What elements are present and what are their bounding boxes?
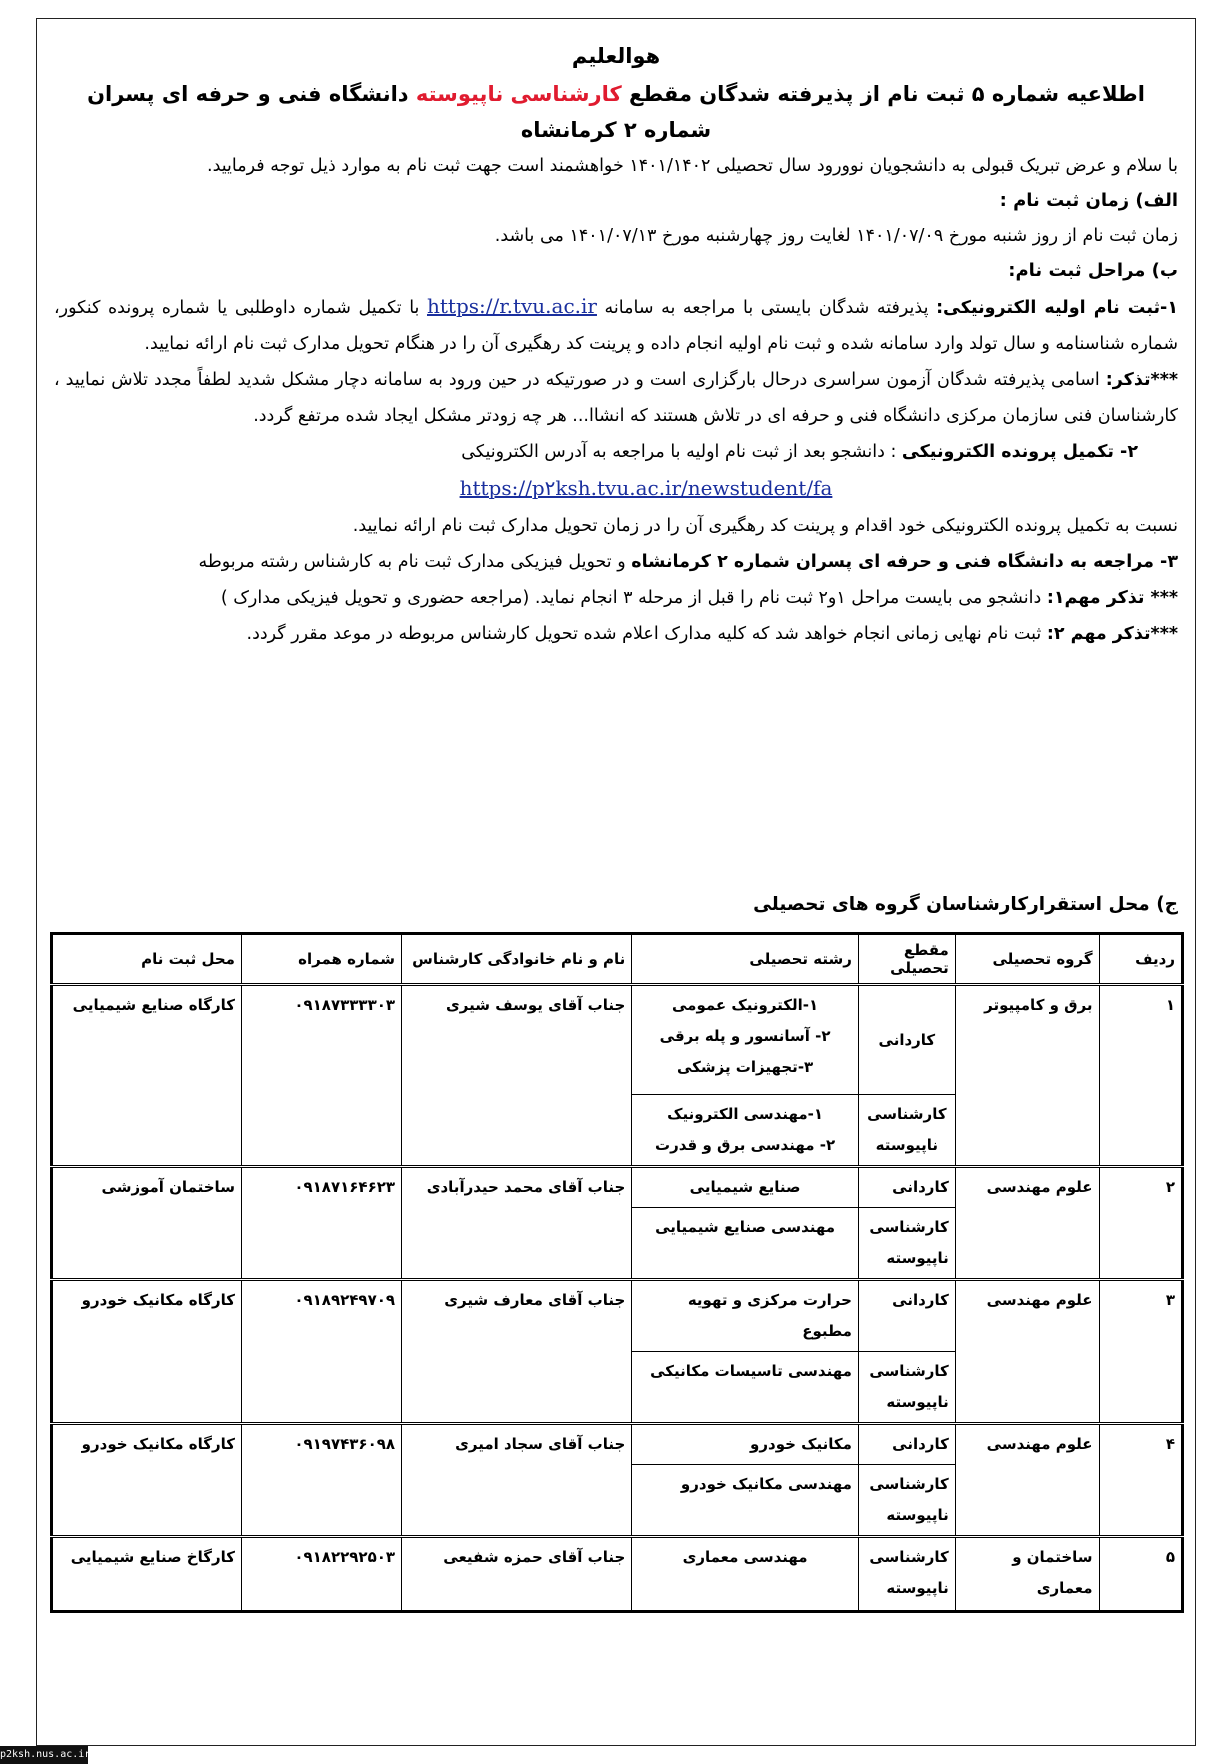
row-group: علوم مهندسی [955, 1167, 1099, 1280]
header-cell: شماره همراه [241, 934, 401, 985]
header-cell: گروه تحصیلی [955, 934, 1099, 985]
row-group: علوم مهندسی [955, 1424, 1099, 1537]
step1-link[interactable]: https://r.tvu.ac.ir [426, 294, 597, 318]
row-expert-name: جناب آقای یوسف شیری [402, 985, 632, 1167]
row-expert-name: جناب آقای حمزه شفیعی [402, 1537, 632, 1612]
row-expert-name: جناب آقای سجاد امیری [402, 1424, 632, 1537]
section-c-title: ج) محل استقرارکارشناسان گروه های تحصیلی [753, 894, 1178, 915]
header-cell: رشته تحصیلی [632, 934, 859, 985]
row-level: کاردانی [858, 1167, 955, 1208]
row-phone: ۰۹۱۸۷۱۶۴۶۲۳ [241, 1167, 401, 1280]
table-row [52, 1424, 1183, 1465]
row-group: علوم مهندسی [955, 1280, 1099, 1424]
experts-table [50, 932, 1184, 1613]
row-level: کارشناسی ناپیوسته [858, 1095, 955, 1167]
row-place: کارگاه مکانیک خودرو [52, 1280, 242, 1424]
row-field: ۱-مهندسی الکترونیک ۲- مهندسی برق و قدرت [632, 1095, 859, 1167]
row-phone: ۰۹۱۸۹۲۴۹۷۰۹ [241, 1280, 401, 1424]
note-paragraph: ***تذکر: اسامی پذیرفته شدگان آزمون سراسری درحال بارگزاری است و در صورتیکه در حین ورود به سامانه دچار مشکل شدید لطفاً مجدد تلاش نمایید ، کارشناسان فنی سازمان مرکزی دانشگاه فنی و حرفه ای در تلاش هستند که انشاا... هر چه زودتر مشکل ایجاد شده مرتفع گردد. [54, 370, 1178, 426]
important-note-1: *** تذکر مهم۱: دانشجو می بایست مراحل ۱و۲ ثبت نام را قبل از مرحله ۳ انجام نماید. (مراجعه حضوری و تحویل فیزیکی مدارک ) [220, 588, 1178, 608]
announcement-body [54, 36, 1178, 652]
row-field: مهندسی مکانیک خودرو [632, 1465, 859, 1537]
step3-label: ۳- مراجعه به دانشگاه فنی و حرفه ای پسران شماره ۲ کرمانشاه [631, 552, 1178, 572]
row-level: کاردانی [858, 1280, 955, 1352]
row-phone: ۰۹۱۸۷۳۳۳۳۰۳ [241, 985, 401, 1167]
row-place: ساختمان آموزشی [52, 1167, 242, 1280]
step2-text-b: نسبت به تکمیل پرونده الکترونیکی خود اقدام و پرینت کد رهگیری آن را در زمان تحویل مدارک ثبت نام ارائه نمایید. [352, 516, 1178, 536]
row-group: ساختمان و معماری [955, 1537, 1099, 1612]
header-cell: ردیف [1099, 934, 1182, 985]
row-field: مهندسی معماری [632, 1537, 859, 1612]
row-field: مکانیک خودرو [632, 1424, 859, 1465]
row-field: مهندسی صنایع شیمیایی [632, 1208, 859, 1280]
row-number: ۴ [1099, 1424, 1182, 1537]
row-place: کارگاخ صنایع شیمیایی [52, 1537, 242, 1612]
row-level: کاردانی [858, 985, 955, 1095]
row-field: صنایع شیمیایی [632, 1167, 859, 1208]
row-number: ۵ [1099, 1537, 1182, 1612]
title-highlight: کارشناسی ناپیوسته [415, 82, 622, 106]
note-label: ***تذکر: [1105, 370, 1178, 390]
row-level: کارشناسی ناپیوسته [858, 1537, 955, 1612]
row-level: کارشناسی ناپیوسته [858, 1208, 955, 1280]
step3-paragraph: ۳- مراجعه به دانشگاه فنی و حرفه ای پسران شماره ۲ کرمانشاه و تحویل فیزیکی مدارک ثبت نام به کارشناس رشته مربوطه [198, 552, 1178, 572]
row-place: کارگاه مکانیک خودرو [52, 1424, 242, 1537]
table-row [52, 1280, 1183, 1352]
row-phone: ۰۹۱۸۲۲۹۲۵۰۳ [241, 1537, 401, 1612]
site-watermark: p2ksh.nus.ac.ir [0, 1746, 88, 1764]
row-field: حرارت مرکزی و تهویه مطبوع [632, 1280, 859, 1352]
section-a-text: زمان ثبت نام از روز شنبه مورخ ۱۴۰۱/۰۷/۰۹ لغایت روز چهارشنبه مورخ ۱۴۰۱/۰۷/۱۳ می باشد. [494, 226, 1178, 246]
header-cell: محل ثبت نام [52, 934, 242, 985]
header-cell: مقطع تحصیلی [858, 934, 955, 985]
announcement-title: اطلاعیه شماره ۵ ثبت نام از پذیرفته شدگان مقطع کارشناسی ناپیوسته دانشگاه فنی و حرفه ای پسران شماره ۲ کرمانشاه [87, 82, 1145, 142]
bismillah: هوالعلیم [571, 44, 661, 68]
row-number: ۱ [1099, 985, 1182, 1167]
row-level: کارشناسی ناپیوسته [858, 1352, 955, 1424]
intro-text: با سلام و عرض تبریک قبولی به دانشجویان نوورود سال تحصیلی ۱۴۰۱/۱۴۰۲ خواهشمند است جهت ثبت نام به موارد ذیل توجه فرمایید. [207, 156, 1178, 176]
row-level: کارشناسی ناپیوسته [858, 1465, 955, 1537]
row-field: ۱-الکترونیک عمومی ۲- آسانسور و پله برقی ۳-تجهیزات پزشکی [632, 985, 859, 1095]
table-row [52, 985, 1183, 1095]
row-number: ۳ [1099, 1280, 1182, 1424]
step2-label: ۲- تکمیل پرونده الکترونیکی [901, 442, 1138, 462]
header-cell: نام و نام خانوادگی کارشناس [402, 934, 632, 985]
important-note-2: ***تذکر مهم ۲: ثبت نام نهایی زمانی انجام خواهد شد که کلیه مدارک اعلام شده تحویل کارشناس مربوطه در موعد مقرر گردد. [246, 624, 1178, 644]
step1-paragraph: ۱-ثبت نام اولیه الکترونیکی: پذیرفته شدگان بایستی با مراجعه به سامانه https://r.tvu.ac.ir با تکمیل شماره داوطلبی یا شماره پرونده کنکور، شماره شناسنامه و سال تولد وارد سامانه شده و ثبت نام اولیه انجام داده و پرینت کد رهگیری آن را در هنگام تحویل مدارک ثبت نام ارائه نمایید. [54, 294, 1178, 354]
imp1-label: *** تذکر مهم۱: [1046, 588, 1178, 608]
section-b-title: ب) مراحل ثبت نام: [1008, 260, 1178, 281]
step2-link[interactable]: https://p۲ksh.tvu.ac.ir/newstudent/fa [459, 476, 833, 500]
row-field: مهندسی تاسیسات مکانیکی [632, 1352, 859, 1424]
step1-label: ۱-ثبت نام اولیه الکترونیکی: [936, 298, 1178, 318]
row-group: برق و کامپیوتر [955, 985, 1099, 1167]
row-place: کارگاه صنایع شیمیایی [52, 985, 242, 1167]
row-expert-name: جناب آقای محمد حیدرآبادی [402, 1167, 632, 1280]
table-header-row [52, 934, 1183, 985]
section-a-title: الف) زمان ثبت نام : [999, 190, 1178, 211]
row-level: کاردانی [858, 1424, 955, 1465]
row-phone: ۰۹۱۹۷۴۳۶۰۹۸ [241, 1424, 401, 1537]
step2-link-line [54, 470, 1178, 508]
row-expert-name: جناب آقای معارف شیری [402, 1280, 632, 1424]
table-row [52, 1537, 1183, 1612]
row-number: ۲ [1099, 1167, 1182, 1280]
imp2-label: ***تذکر مهم ۲: [1046, 624, 1178, 644]
table-row [52, 1167, 1183, 1208]
step2-paragraph: ۲- تکمیل پرونده الکترونیکی : دانشجو بعد از ثبت نام اولیه با مراجعه به آدرس الکترونیکی [461, 442, 1138, 462]
